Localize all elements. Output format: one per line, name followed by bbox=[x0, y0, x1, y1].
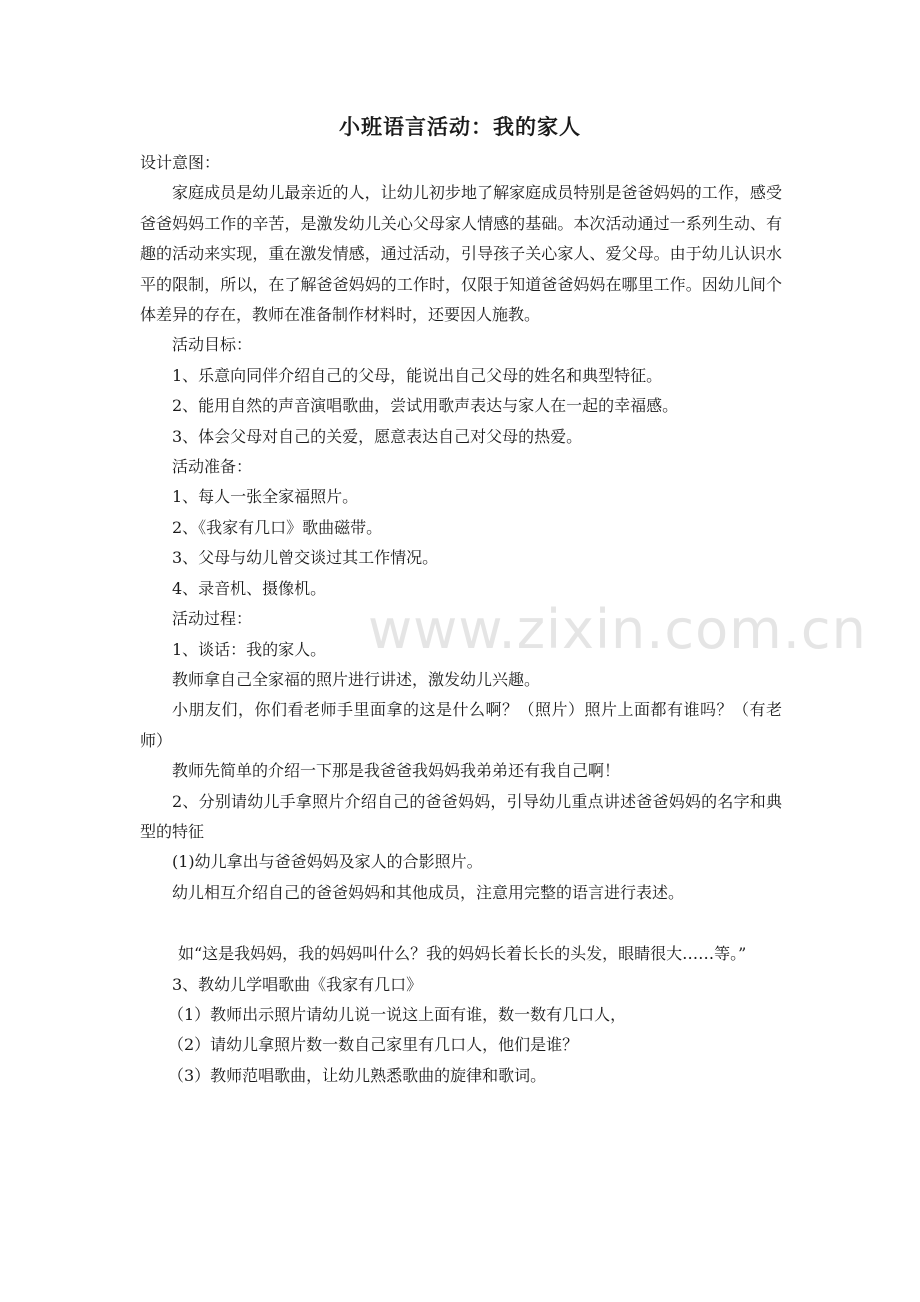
section-heading-design-intent: 设计意图： bbox=[140, 153, 221, 172]
goal-item-3: 3、体会父母对自己的关爱，愿意表达自己对父母的热爱。 bbox=[172, 426, 583, 446]
process-paragraph: 教师拿自己全家福的照片进行讲述，激发幼儿兴趣。 bbox=[172, 669, 541, 689]
process-step-2: 2、分别请幼儿手拿照片介绍自己的爸爸妈妈，引导幼儿重点讲述爸爸妈妈的名字和典型的特征 bbox=[140, 791, 782, 841]
process-substep: （2）请幼儿拿照片数一数自己家里有几口人，他们是谁？ bbox=[168, 1035, 579, 1055]
process-substep: （1）教师出示照片请幼儿说一说这上面有谁，数一数有几口人， bbox=[168, 1004, 627, 1024]
process-step-3: 3、教幼儿学唱歌曲《我家有几口》 bbox=[172, 974, 423, 994]
section-heading-goals: 活动目标： bbox=[172, 335, 253, 355]
document-body bbox=[140, 148, 782, 1091]
process-substep: （3）教师范唱歌曲，让幼儿熟悉歌曲的旋律和歌词。 bbox=[168, 1065, 547, 1085]
goal-item-1: 1、乐意向同伴介绍自己的父母，能说出自己父母的姓名和典型特征。 bbox=[172, 365, 663, 385]
preparation-item-4: 4、录音机、摄像机。 bbox=[172, 578, 327, 598]
blank-line bbox=[140, 908, 782, 939]
process-substep: (1)幼儿拿出与爸爸妈妈及家人的合影照片。 bbox=[172, 852, 483, 872]
preparation-item-2: 2、《我家有几口》歌曲磁带。 bbox=[172, 517, 383, 537]
process-step-1: 1、谈话：我的家人。 bbox=[172, 639, 327, 659]
preparation-item-1: 1、每人一张全家福照片。 bbox=[172, 487, 359, 507]
goal-item-2: 2、能用自然的声音演唱歌曲，尝试用歌声表达与家人在一起的幸福感。 bbox=[172, 396, 679, 416]
document-title: 小班语言活动：我的家人 bbox=[339, 115, 581, 139]
paragraph-design-intent: 家庭成员是幼儿最亲近的人，让幼儿初步地了解家庭成员特别是爸爸妈妈的工作，感受爸爸妈妈工作的辛苦，是激发幼儿关心父母家人情感的基础。本次活动通过一系列生动、有趣的活动来实现，重在激发情感，通过活动，引导孩子关心家人、爱父母。由于幼儿认识水平的限制，所以，在了解爸爸妈妈的工作时，仅限于知道爸爸妈妈在哪里工作。因幼儿间个体差异的存在，教师在准备制作材料时，还要因人施教。 bbox=[140, 183, 782, 325]
process-example: 如“这是我妈妈，我的妈妈叫什么？我的妈妈长着长长的头发，眼睛很大……等。” bbox=[178, 944, 747, 964]
process-paragraph: 教师先简单的介绍一下那是我爸爸我妈妈我弟弟还有我自己啊！ bbox=[172, 761, 621, 781]
watermark: www.zixin.com.cn bbox=[368, 598, 867, 661]
process-paragraph: 小朋友们，你们看老师手里面拿的这是什么啊？（照片）照片上面都有谁吗？（有老师） bbox=[140, 700, 782, 750]
process-paragraph: 幼儿相互介绍自己的爸爸妈妈和其他成员，注意用完整的语言进行表述。 bbox=[172, 882, 685, 902]
section-heading-preparation: 活动准备： bbox=[172, 457, 253, 477]
section-heading-process: 活动过程： bbox=[172, 609, 253, 629]
preparation-item-3: 3、父母与幼儿曾交谈过其工作情况。 bbox=[172, 548, 439, 568]
